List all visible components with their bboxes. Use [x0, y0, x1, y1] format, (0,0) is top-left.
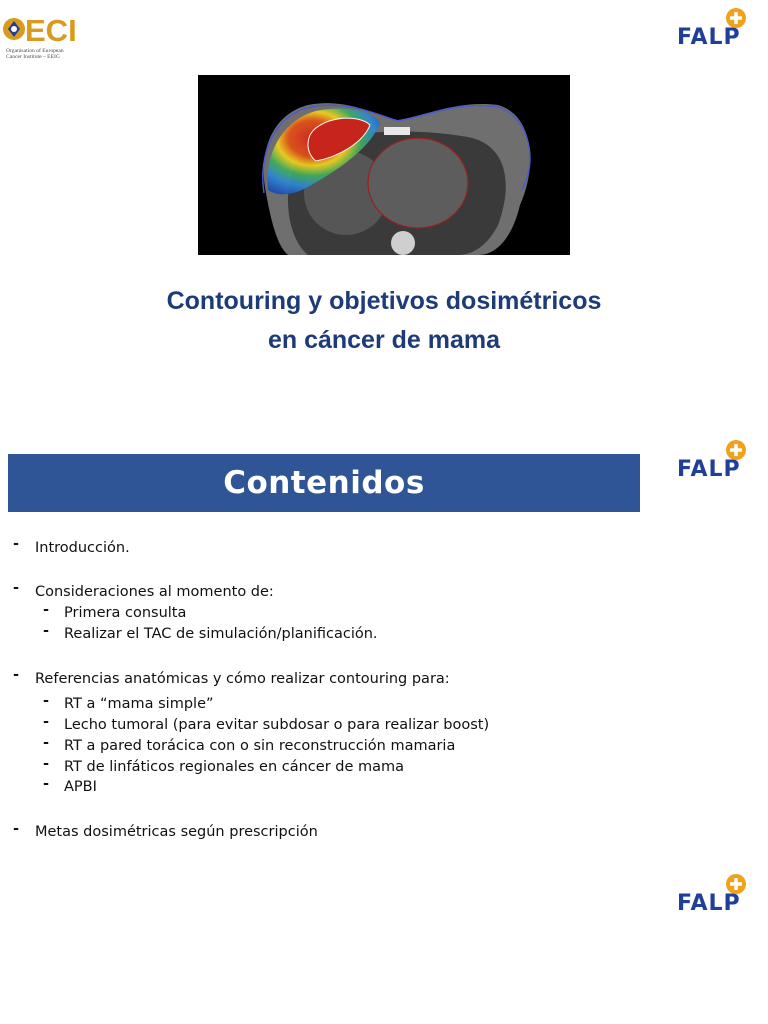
sub-item-primera-consulta: Primera consulta [64, 605, 187, 621]
sub-item-lecho-tumoral: Lecho tumoral (para evitar subdosar o para realizar boost) [64, 717, 490, 733]
list-item-introduccion: Introducción. [35, 540, 130, 556]
eci-caption-line2: Cancer Institute – EEIG [6, 54, 60, 61]
svg-text:FALP: FALP [677, 25, 741, 50]
sub-bullet-dash: - [43, 756, 50, 772]
eci-caption [6, 48, 82, 61]
sub-item-linfaticos: RT de linfáticos regionales en cáncer de mama [64, 759, 405, 775]
sub-item-tac-simulacion: Realizar el TAC de simulación/planificación. [64, 626, 378, 642]
svg-text:FALP: FALP [677, 457, 741, 482]
sub-item-pared-toracica: RT a pared torácica con o sin reconstrucción mamaria [64, 738, 456, 754]
list-item-referencias: Referencias anatómicas y cómo realizar contouring para: [35, 671, 450, 687]
contents-heading: Contenidos [223, 465, 425, 501]
ct-dose-distribution-icon [198, 75, 570, 255]
presentation-title [100, 282, 668, 360]
sub-bullet-dash: - [43, 693, 50, 709]
list-item-metas: Metas dosimétricas según prescripción [35, 824, 318, 840]
sub-item-apbi: APBI [64, 779, 97, 795]
sub-bullet-dash: - [43, 776, 50, 792]
contents-banner [8, 454, 640, 512]
eci-caption-line1: Organisation of European [6, 48, 64, 54]
falp-logo [676, 6, 762, 50]
sub-item-mama-simple: RT a “mama simple” [64, 696, 214, 712]
eci-logo [2, 10, 82, 64]
bullet-dash: - [13, 821, 20, 837]
bullet-dash: - [13, 580, 20, 596]
title-line2: en cáncer de mama [267, 326, 501, 354]
sub-bullet-dash: - [43, 714, 50, 730]
bullet-dash: - [13, 536, 20, 552]
list-item-consideraciones: Consideraciones al momento de: [35, 584, 274, 600]
ct-dose-image [198, 75, 570, 255]
sub-bullet-dash: - [43, 735, 50, 751]
sub-bullet-dash: - [43, 623, 50, 639]
title-line1: Contouring y objetivos dosimétricos [166, 287, 602, 315]
eci-wordmark: ECI [25, 13, 77, 46]
bullet-dash: - [13, 667, 20, 683]
svg-text:FALP: FALP [677, 891, 741, 916]
eci-emblem-icon [2, 12, 82, 46]
falp-logo-2 [676, 438, 762, 482]
falp-logo-3 [676, 872, 762, 916]
sub-bullet-dash: - [43, 602, 50, 618]
